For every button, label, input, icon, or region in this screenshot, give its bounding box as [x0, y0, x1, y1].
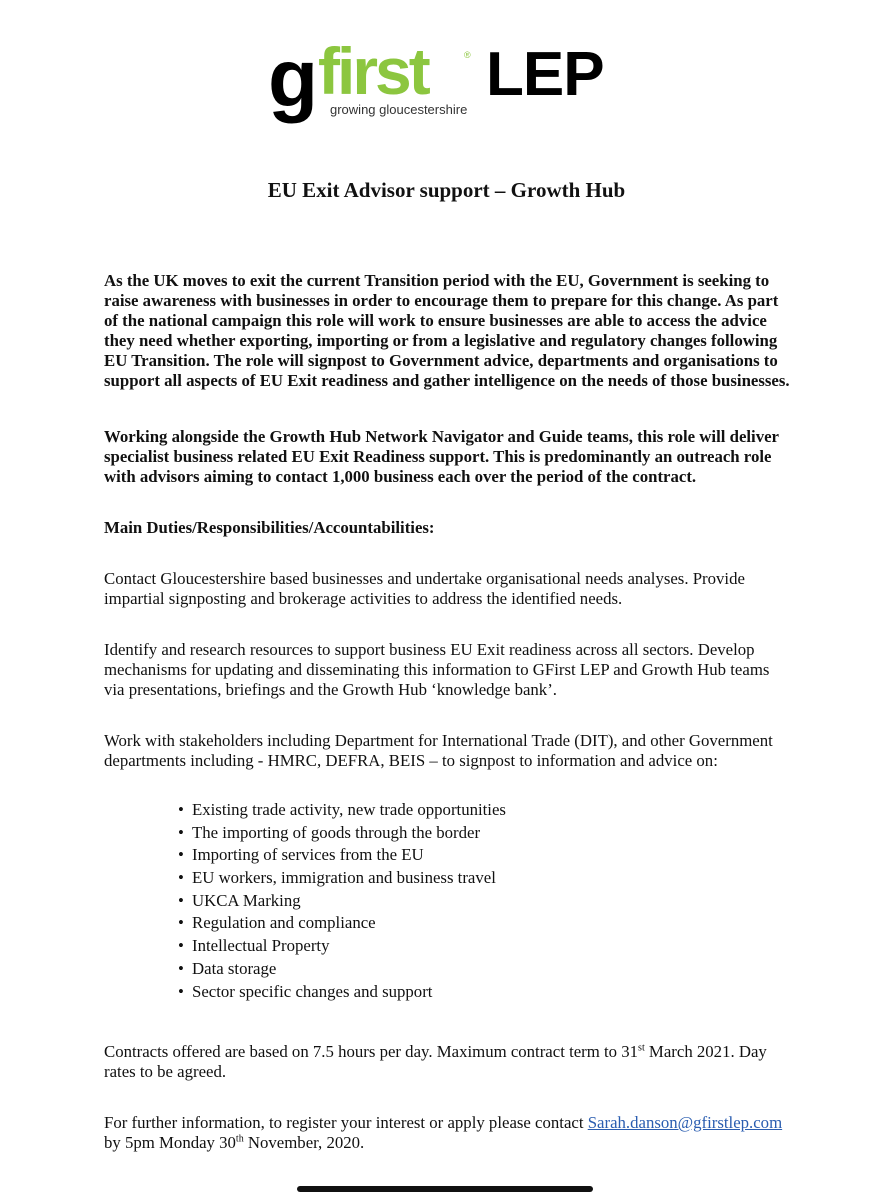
intro-line: support all aspects of EU Exit readiness and gather intelligence on the needs of those businesses.	[104, 371, 790, 390]
bullet-icon: •	[178, 890, 184, 910]
list-item-text: Existing trade activity, new trade opportunities	[192, 800, 506, 819]
home-indicator[interactable]	[297, 1186, 593, 1192]
bullet-icon: •	[178, 913, 184, 933]
further-info-line	[104, 1113, 804, 1133]
intro-line: of the national campaign this role will work to ensure businesses are able to access the advice	[104, 311, 767, 330]
contracts-text: March 2021. Day	[644, 1042, 767, 1061]
list-item	[178, 867, 506, 890]
list-item-text: Sector specific changes and support	[192, 981, 433, 1001]
list-item	[178, 799, 506, 822]
logo-registered-mark: ®	[464, 50, 471, 60]
deadline-text: November, 2020.	[243, 1133, 365, 1152]
list-item-text: Importing of services from the EU	[192, 845, 424, 865]
contact-line: impartial signposting and brokerage activities to address the identified needs.	[104, 589, 623, 608]
working-line: with advisors aiming to contact 1,000 business each over the period of the contract.	[104, 467, 697, 486]
intro-line: As the UK moves to exit the current Transition period with the EU, Government is seeking to	[104, 271, 770, 290]
bullet-icon: •	[178, 822, 184, 842]
list-item-text: Regulation and compliance	[192, 913, 376, 933]
list-item-text: EU workers, immigration and business travel	[192, 868, 496, 888]
list-item	[178, 890, 506, 913]
gfirst-lep-logo	[268, 33, 628, 124]
logo-g: g	[268, 33, 315, 124]
list-item-text: The importing of goods through the border	[192, 822, 481, 842]
document-title: EU Exit Advisor support – Growth Hub	[267, 178, 626, 202]
bullet-icon: •	[178, 868, 184, 888]
list-item	[178, 822, 506, 845]
identify-line: mechanisms for updating and disseminating this information to GFirst LEP and Growth Hub teams	[104, 660, 770, 679]
further-info-paragraph	[104, 1113, 804, 1153]
list-item	[178, 935, 506, 958]
list-item-text: UKCA Marking	[192, 890, 301, 910]
advice-topics-list	[178, 799, 506, 1003]
bullet-icon: •	[178, 845, 184, 865]
contracts-paragraph	[104, 1042, 804, 1082]
contracts-text: Contracts offered are based on 7.5 hours per day. Maximum contract term to 31	[104, 1042, 639, 1061]
duties-heading: Main Duties/Responsibilities/Accountabilities:	[104, 518, 435, 537]
further-info-text: For further information, to register your interest or apply please contact	[104, 1113, 588, 1132]
list-item-text: Data storage	[192, 958, 277, 978]
logo-first: first	[318, 34, 428, 108]
work-paragraph	[104, 731, 804, 771]
further-info-line	[104, 1133, 804, 1153]
intro-paragraph	[104, 271, 804, 391]
list-item	[178, 981, 506, 1004]
ordinal-suffix: st	[638, 1042, 645, 1054]
list-item	[178, 912, 506, 935]
identify-line: Identify and research resources to support business EU Exit readiness across all sectors. Develop	[104, 640, 755, 659]
bullet-icon: •	[178, 800, 184, 819]
email-link[interactable]: Sarah.danson@gfirstlep.com	[587, 1113, 783, 1132]
work-line: Work with stakeholders including Department for International Trade (DIT), and other Government	[104, 731, 773, 750]
intro-line: EU Transition. The role will signpost to Government advice, departments and organisations to	[104, 351, 778, 370]
contracts-line	[104, 1042, 804, 1062]
ordinal-suffix: th	[235, 1133, 244, 1145]
work-line: departments including - HMRC, DEFRA, BEIS – to signpost to information and advice on:	[104, 751, 718, 770]
list-item	[178, 958, 506, 981]
bullet-icon: •	[178, 981, 184, 1001]
contact-line: Contact Gloucestershire based businesses and undertake organisational needs analyses. Provide	[104, 569, 745, 588]
bullet-icon: •	[178, 936, 184, 956]
intro-line: raise awareness with businesses in order to encourage them to prepare for this change. As part	[104, 291, 779, 310]
contracts-line: rates to be agreed.	[104, 1062, 227, 1081]
working-line: Working alongside the Growth Hub Network Navigator and Guide teams, this role will deliver	[104, 427, 780, 446]
list-item-text: Intellectual Property	[192, 936, 330, 956]
contact-paragraph	[104, 569, 804, 609]
identify-paragraph	[104, 640, 804, 700]
logo-lep: LEP	[486, 40, 604, 109]
logo-tagline: growing gloucestershire	[330, 102, 468, 117]
list-item	[178, 844, 506, 867]
identify-line: via presentations, briefings and the Growth Hub ‘knowledge bank’.	[104, 680, 557, 699]
bullet-icon: •	[178, 958, 184, 978]
deadline-text: by 5pm Monday 30	[104, 1133, 236, 1152]
intro-line: they need whether exporting, importing or from a legislative and regulatory changes following	[104, 331, 778, 350]
working-line: specialist business related EU Exit Readiness support. This is predominantly an outreach role	[104, 447, 772, 466]
working-paragraph	[104, 427, 804, 487]
